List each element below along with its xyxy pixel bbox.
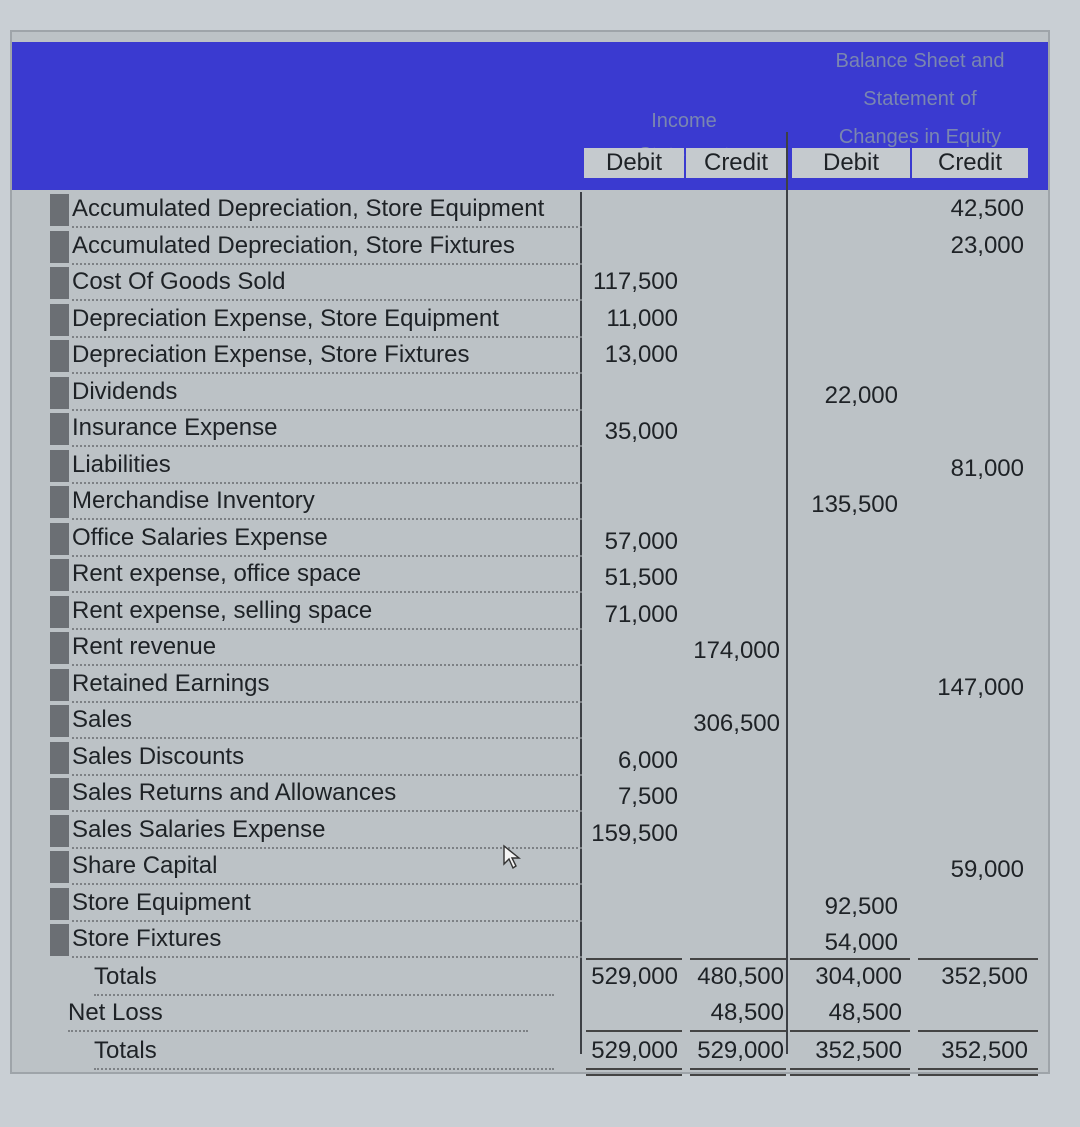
table-row: [50, 446, 578, 483]
grand-totals-is-credit[interactable]: 529,000: [697, 1037, 784, 1064]
account-name: Office Salaries Expense: [72, 523, 328, 551]
row-selector[interactable]: [50, 815, 69, 847]
bs-heading-line3: Changes in Equity: [838, 126, 1002, 148]
mouse-cursor-icon: [502, 844, 526, 870]
row-selector[interactable]: [50, 705, 69, 737]
account-name-field[interactable]: [72, 521, 582, 557]
double-underline: [690, 1068, 786, 1076]
worksheet-panel: [10, 30, 1050, 1074]
income-debit-header: Debit: [584, 148, 684, 178]
table-row: [50, 227, 578, 264]
row-selector[interactable]: [50, 778, 69, 810]
bs-credit-header: Credit: [912, 148, 1028, 178]
account-name-field[interactable]: [72, 265, 582, 301]
cell-is-debit[interactable]: 35,000: [604, 418, 678, 445]
cell-is-debit[interactable]: 51,500: [604, 564, 678, 591]
row-selector[interactable]: [50, 450, 69, 482]
account-name: Liabilities: [72, 450, 171, 478]
row-selector[interactable]: [50, 632, 69, 664]
table-row: [50, 884, 578, 921]
row-selector[interactable]: [50, 340, 69, 372]
totals-bs-credit[interactable]: 352,500: [941, 963, 1028, 990]
account-name: Share Capital: [72, 852, 218, 879]
cell-is-debit[interactable]: 159,500: [591, 819, 678, 847]
account-name: Merchandise Inventory: [72, 487, 315, 514]
sum-rule: [690, 958, 786, 960]
row-selector[interactable]: [50, 304, 69, 336]
cell-is-debit[interactable]: 117,500: [593, 268, 678, 295]
table-row: [50, 811, 578, 848]
account-name: Accumulated Depreciation, Store Equipment: [72, 195, 545, 222]
account-name-field[interactable]: [72, 703, 582, 739]
cell-is-debit[interactable]: 7,500: [617, 783, 678, 810]
cell-bs-debit[interactable]: 54,000: [824, 929, 898, 956]
account-name: Insurance Expense: [72, 414, 278, 441]
table-row: [50, 409, 578, 446]
row-selector[interactable]: [50, 523, 69, 555]
account-name-field[interactable]: [72, 302, 582, 338]
grand-totals-is-debit[interactable]: 529,000: [591, 1037, 678, 1064]
row-selector[interactable]: [50, 194, 69, 226]
sum-rule: [586, 958, 682, 960]
table-row: [50, 336, 578, 373]
account-name: Store Fixtures: [72, 925, 222, 952]
account-name: Accumulated Depreciation, Store Fixtures: [72, 231, 515, 259]
account-name-field[interactable]: [72, 192, 582, 228]
account-name: Depreciation Expense, Store Equipment: [72, 304, 499, 332]
row-selector[interactable]: [50, 924, 69, 956]
account-name-field[interactable]: [72, 484, 582, 520]
grand-totals-bs-credit[interactable]: 352,500: [941, 1037, 1028, 1064]
net-loss-label: Net Loss: [68, 996, 528, 1032]
account-name-field[interactable]: [72, 557, 582, 593]
table-row: [50, 847, 578, 884]
account-name-field[interactable]: [72, 922, 582, 958]
account-name: Retained Earnings: [72, 669, 270, 697]
table-row: [50, 628, 578, 665]
cell-is-credit[interactable]: 306,500: [693, 710, 780, 737]
account-name: Store Equipment: [72, 888, 251, 916]
cell-bs-debit[interactable]: 135,500: [811, 491, 898, 518]
table-row: [50, 774, 578, 811]
account-name-field[interactable]: [72, 667, 582, 703]
account-name: Sales Discounts: [72, 742, 245, 770]
row-selector[interactable]: [50, 559, 69, 591]
cell-bs-debit[interactable]: 92,500: [824, 892, 898, 920]
cell-is-debit[interactable]: 57,000: [604, 527, 678, 555]
row-selector[interactable]: [50, 669, 69, 701]
table-row: [50, 555, 578, 592]
row-selector[interactable]: [50, 486, 69, 518]
row-selector[interactable]: [50, 888, 69, 920]
cell-is-debit[interactable]: 71,000: [604, 600, 678, 628]
cell-bs-credit[interactable]: 59,000: [950, 856, 1024, 883]
totals-label: Totals: [94, 960, 554, 996]
account-list: [50, 190, 578, 957]
net-loss-is-credit[interactable]: 48,500: [710, 999, 784, 1026]
row-selector[interactable]: [50, 742, 69, 774]
table-row: [50, 701, 578, 738]
cell-is-debit[interactable]: 13,000: [604, 341, 678, 368]
account-name-field[interactable]: [72, 411, 582, 447]
grand-totals-label: Totals: [94, 1034, 554, 1070]
account-name: Rent expense, selling space: [72, 596, 373, 624]
account-name-field[interactable]: [72, 375, 582, 411]
account-name-field[interactable]: [72, 229, 582, 265]
account-name-field[interactable]: [72, 594, 582, 630]
cell-is-debit[interactable]: 11,000: [606, 304, 678, 332]
balance-sheet-heading: [792, 42, 1048, 156]
column-divider: [786, 132, 788, 1054]
cell-bs-credit[interactable]: 42,500: [950, 195, 1024, 222]
table-row: [50, 738, 578, 775]
totals-is-debit[interactable]: 529,000: [591, 963, 678, 990]
double-underline: [918, 1068, 1038, 1076]
income-heading-line1: Income: [651, 110, 717, 132]
bs-debit-header: Debit: [792, 148, 910, 178]
account-name-field[interactable]: [72, 338, 582, 374]
account-name: Sales Returns and Allowances: [72, 779, 397, 806]
account-name: Sales: [72, 706, 133, 733]
totals-is-credit[interactable]: 480,500: [697, 963, 784, 990]
row-selector[interactable]: [50, 851, 69, 883]
grand-totals-bs-debit[interactable]: 352,500: [815, 1037, 902, 1064]
table-row: [50, 665, 578, 702]
cell-bs-credit[interactable]: 147,000: [937, 673, 1024, 701]
account-name: Cost Of Goods Sold: [72, 268, 286, 295]
net-loss-bs-debit[interactable]: 48,500: [828, 999, 902, 1026]
account-name: Depreciation Expense, Store Fixtures: [72, 341, 470, 368]
row-selector[interactable]: [50, 596, 69, 628]
cell-bs-debit[interactable]: 22,000: [824, 381, 898, 409]
sum-rule: [918, 1030, 1038, 1032]
row-selector[interactable]: [50, 267, 69, 299]
sum-rule: [690, 1030, 786, 1032]
cell-bs-credit[interactable]: 23,000: [950, 231, 1024, 259]
table-row: [50, 592, 578, 629]
row-selector[interactable]: [50, 413, 69, 445]
row-selector[interactable]: [50, 231, 69, 263]
income-credit-header: Credit: [686, 148, 786, 178]
account-name: Rent revenue: [72, 633, 217, 660]
double-underline: [790, 1068, 910, 1076]
double-underline: [586, 1068, 682, 1076]
cell-bs-credit[interactable]: 81,000: [950, 454, 1024, 482]
sum-rule: [790, 958, 910, 960]
table-row: [50, 920, 578, 957]
cell-is-debit[interactable]: 6,000: [617, 746, 678, 774]
bs-heading-line1: Balance Sheet and: [835, 50, 1005, 72]
table-row: [50, 373, 578, 410]
account-name-field[interactable]: [72, 448, 582, 484]
cell-is-credit[interactable]: 174,000: [693, 637, 780, 664]
table-row: [50, 482, 578, 519]
sum-rule: [918, 958, 1038, 960]
account-name-field[interactable]: [72, 886, 582, 922]
account-name-field[interactable]: [72, 630, 582, 666]
totals-bs-debit[interactable]: 304,000: [815, 963, 902, 990]
account-name-field[interactable]: [72, 740, 582, 776]
row-selector[interactable]: [50, 377, 69, 409]
account-name-field[interactable]: [72, 776, 582, 812]
table-row: [50, 190, 578, 227]
bs-heading-line2: Statement of: [863, 88, 977, 110]
table-row: [50, 263, 578, 300]
account-name: Rent expense, office space: [72, 560, 362, 587]
sum-rule: [586, 1030, 682, 1032]
account-name: Dividends: [72, 377, 178, 405]
sum-rule: [790, 1030, 910, 1032]
account-name: Sales Salaries Expense: [72, 815, 326, 843]
table-row: [50, 519, 578, 556]
table-row: [50, 300, 578, 337]
